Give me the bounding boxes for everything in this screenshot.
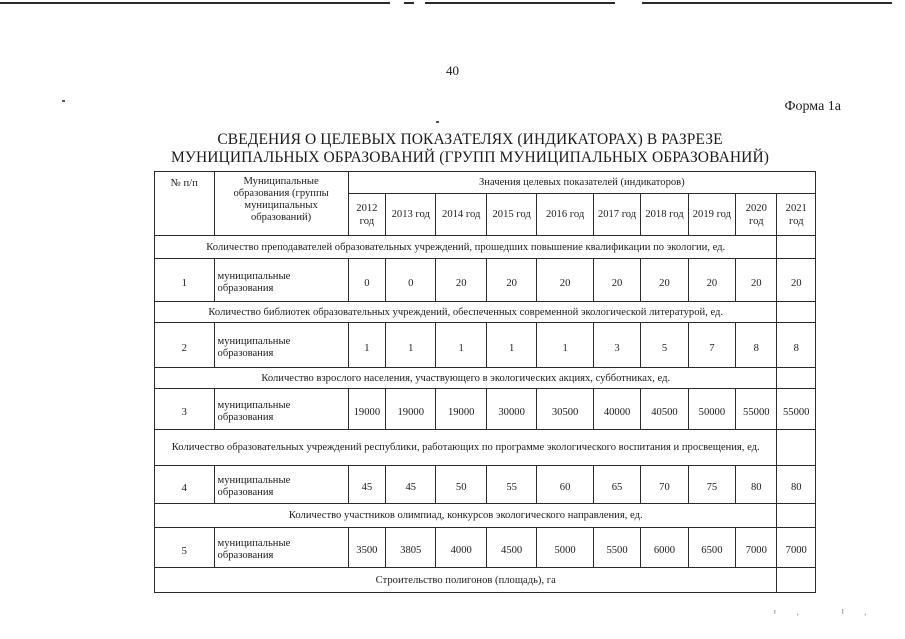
document-title (150, 131, 790, 167)
header-municipality: Муниципальные образования (группы муниципальных образований) (214, 172, 348, 236)
value-cell: 6000 (641, 528, 688, 568)
value-cell: 19000 (348, 389, 385, 430)
value-cell: 20 (593, 259, 640, 302)
value-cell: 3500 (348, 528, 385, 568)
value-cell: 40500 (641, 389, 688, 430)
header-year: 2013 год (386, 194, 436, 236)
row-municipality: муниципальные образования (214, 466, 348, 504)
value-cell: 20 (537, 259, 594, 302)
value-cell: 1 (436, 323, 486, 368)
value-cell: 1 (386, 323, 436, 368)
value-cell: 7000 (736, 528, 777, 568)
value-cell: 70 (641, 466, 688, 504)
value-cell: 55000 (777, 389, 816, 430)
value-cell: 80 (777, 466, 816, 504)
scan-artifact-line (404, 2, 414, 4)
header-year: 2016 год (537, 194, 594, 236)
row-number: 5 (155, 528, 215, 568)
header-year: 2012 год (348, 194, 385, 236)
value-cell: 55 (486, 466, 536, 504)
value-cell: 1 (348, 323, 385, 368)
value-cell: 0 (348, 259, 385, 302)
value-cell: 80 (736, 466, 777, 504)
title-line: СВЕДЕНИЯ О ЦЕЛЕВЫХ ПОКАЗАТЕЛЯХ (ИНДИКАТОРАХ) В РАЗРЕЗЕ (217, 131, 723, 148)
value-cell: 8 (736, 323, 777, 368)
section-spacer-cell (777, 568, 816, 593)
section-title: Количество образовательных учреждений республики, работающих по программе экологического воспитания и просвещения, ед. (155, 430, 777, 466)
value-cell: 4500 (486, 528, 536, 568)
scan-speck (62, 100, 65, 102)
section-spacer-cell (777, 504, 816, 528)
indicators-table (154, 171, 816, 593)
section-spacer-cell (777, 368, 816, 389)
header-values-caption: Значения целевых показателей (индикаторов) (348, 172, 815, 194)
section-title: Количество взрослого населения, участвующего в экологических акциях, субботниках, ед. (155, 368, 777, 389)
row-municipality: муниципальные образования (214, 259, 348, 302)
header-year: 2018 год (641, 194, 688, 236)
value-cell: 5500 (593, 528, 640, 568)
scan-marks: ʳ˒ ˡ˒ (774, 608, 887, 619)
value-cell: 20 (486, 259, 536, 302)
header-year: 2021 год (777, 194, 816, 236)
value-cell: 19000 (436, 389, 486, 430)
row-number: 2 (155, 323, 215, 368)
header-num: № п/п (155, 172, 215, 236)
row-number: 1 (155, 259, 215, 302)
section-spacer-cell (777, 430, 816, 466)
value-cell: 20 (641, 259, 688, 302)
value-cell: 7 (688, 323, 735, 368)
row-municipality: муниципальные образования (214, 528, 348, 568)
title-line: МУНИЦИПАЛЬНЫХ ОБРАЗОВАНИЙ (ГРУПП МУНИЦИПАЛЬНЫХ ОБРАЗОВАНИЙ) (170, 149, 770, 166)
page-number: 40 (446, 63, 459, 78)
value-cell: 40000 (593, 389, 640, 430)
value-cell: 1 (537, 323, 594, 368)
value-cell: 45 (348, 466, 385, 504)
value-cell: 30500 (537, 389, 594, 430)
scan-artifact-line (642, 2, 892, 4)
value-cell: 20 (436, 259, 486, 302)
section-spacer-cell (777, 236, 816, 259)
section-title: Количество библиотек образовательных учреждений, обеспеченных современной экологической литературой, ед. (155, 302, 777, 323)
value-cell: 50 (436, 466, 486, 504)
header-year: 2017 год (593, 194, 640, 236)
value-cell: 8 (777, 323, 816, 368)
header-year: 2019 год (688, 194, 735, 236)
form-label: Форма 1а (784, 99, 841, 114)
section-title: Строительство полигонов (площадь), га (155, 568, 777, 593)
row-number: 3 (155, 389, 215, 430)
value-cell: 5000 (537, 528, 594, 568)
value-cell: 20 (777, 259, 816, 302)
value-cell: 65 (593, 466, 640, 504)
value-cell: 20 (736, 259, 777, 302)
value-cell: 5 (641, 323, 688, 368)
value-cell: 20 (688, 259, 735, 302)
value-cell: 6500 (688, 528, 735, 568)
section-title: Количество участников олимпиад, конкурсов экологического направления, ед. (155, 504, 777, 528)
header-year: 2014 год (436, 194, 486, 236)
value-cell: 0 (386, 259, 436, 302)
row-municipality: муниципальные образования (214, 389, 348, 430)
value-cell: 1 (486, 323, 536, 368)
value-cell: 75 (688, 466, 735, 504)
value-cell: 4000 (436, 528, 486, 568)
section-spacer-cell (777, 302, 816, 323)
row-number: 4 (155, 466, 215, 504)
scan-artifact-line (0, 2, 390, 4)
section-title: Количество преподавателей образовательных учреждений, прошедших повышение квалификации по экологии, ед. (155, 236, 777, 259)
header-year: 2015 год (486, 194, 536, 236)
value-cell: 7000 (777, 528, 816, 568)
row-municipality: муниципальные образования (214, 323, 348, 368)
value-cell: 3805 (386, 528, 436, 568)
header-year: 2020 год (736, 194, 777, 236)
value-cell: 60 (537, 466, 594, 504)
value-cell: 30000 (486, 389, 536, 430)
value-cell: 50000 (688, 389, 735, 430)
value-cell: 19000 (386, 389, 436, 430)
scan-speck (436, 121, 439, 123)
value-cell: 3 (593, 323, 640, 368)
value-cell: 55000 (736, 389, 777, 430)
value-cell: 45 (386, 466, 436, 504)
scan-artifact-line (425, 2, 615, 4)
